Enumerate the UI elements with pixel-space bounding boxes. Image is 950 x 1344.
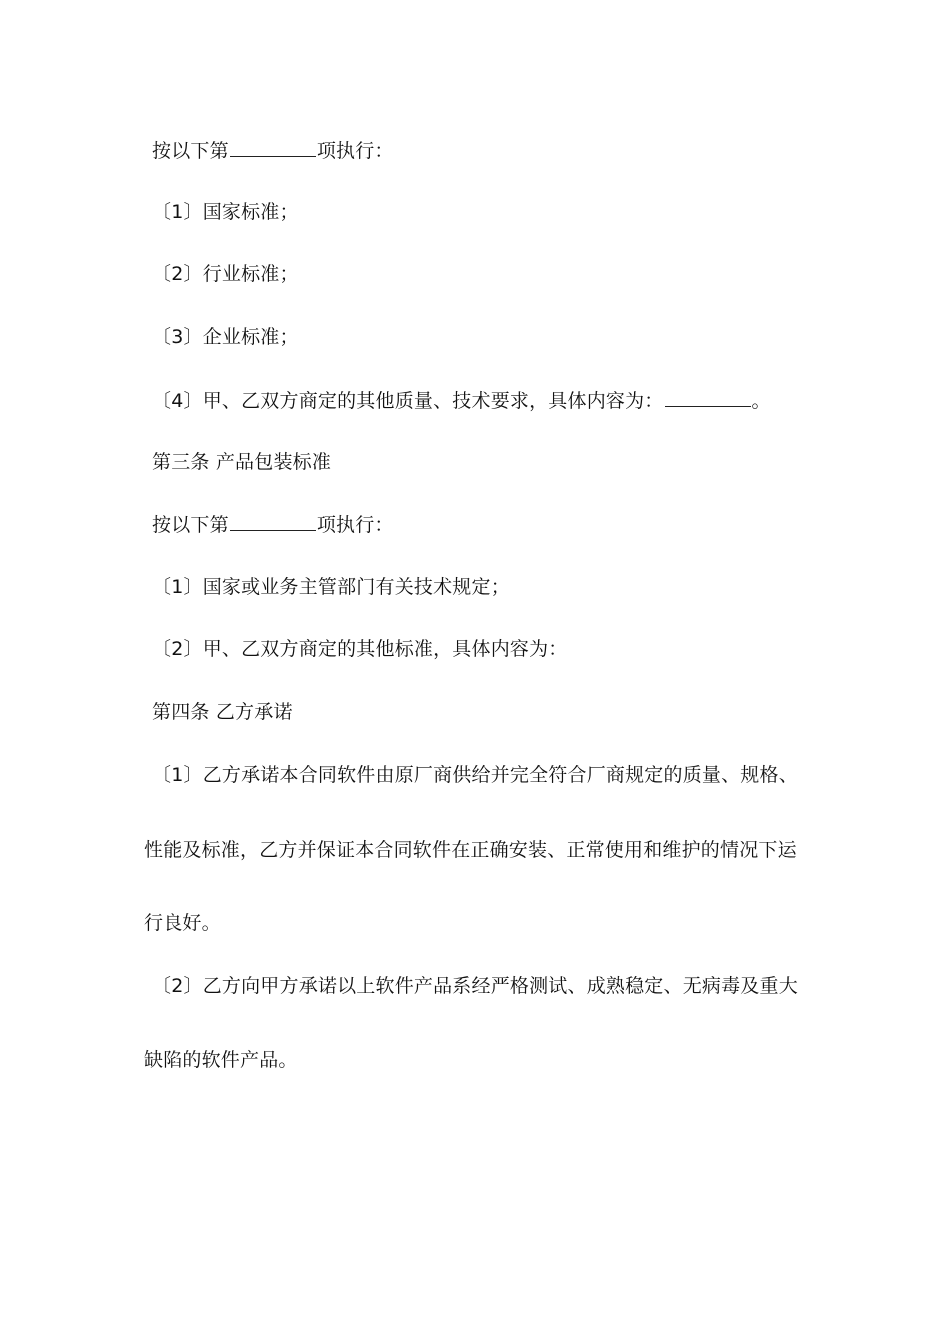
line-text: 。	[751, 390, 771, 412]
fill-blank	[665, 388, 751, 407]
paragraph-line: 〔1〕乙方承诺本合同软件由原厂商供给并完全符合厂商规定的质量、规格、	[152, 764, 798, 786]
section-heading: 第三条 产品包装标准	[152, 451, 332, 473]
paragraph-line: 缺陷的软件产品。	[144, 1049, 298, 1071]
paragraph-line: 性能及标准，乙方并保证本合同软件在正确安装、正常使用和维护的情况下运	[144, 839, 797, 861]
list-item: 〔2〕行业标准；	[152, 263, 299, 285]
clause-line-execute-packaging	[152, 512, 394, 537]
fill-blank	[230, 512, 316, 531]
fill-blank	[230, 138, 316, 157]
list-item	[152, 388, 771, 413]
section-heading: 第四条 乙方承诺	[152, 701, 293, 723]
line-text: 〔4〕甲、乙双方商定的其他质量、技术要求，具体内容为：	[152, 390, 664, 412]
line-text: 项执行：	[316, 514, 394, 536]
list-item: 〔2〕甲、乙双方商定的其他标准，具体内容为：	[152, 638, 568, 660]
clause-line-execute-quality	[152, 138, 394, 163]
list-item: 〔1〕国家标准；	[152, 201, 299, 223]
list-item: 〔3〕企业标准；	[152, 326, 299, 348]
line-text: 按以下第	[152, 140, 229, 162]
line-text: 按以下第	[152, 514, 229, 536]
paragraph-line: 〔2〕乙方向甲方承诺以上软件产品系经严格测试、成熟稳定、无病毒及重大	[152, 975, 798, 997]
paragraph-line: 行良好。	[144, 912, 221, 934]
line-text: 项执行：	[316, 140, 394, 162]
list-item: 〔1〕国家或业务主管部门有关技术规定；	[152, 576, 510, 598]
